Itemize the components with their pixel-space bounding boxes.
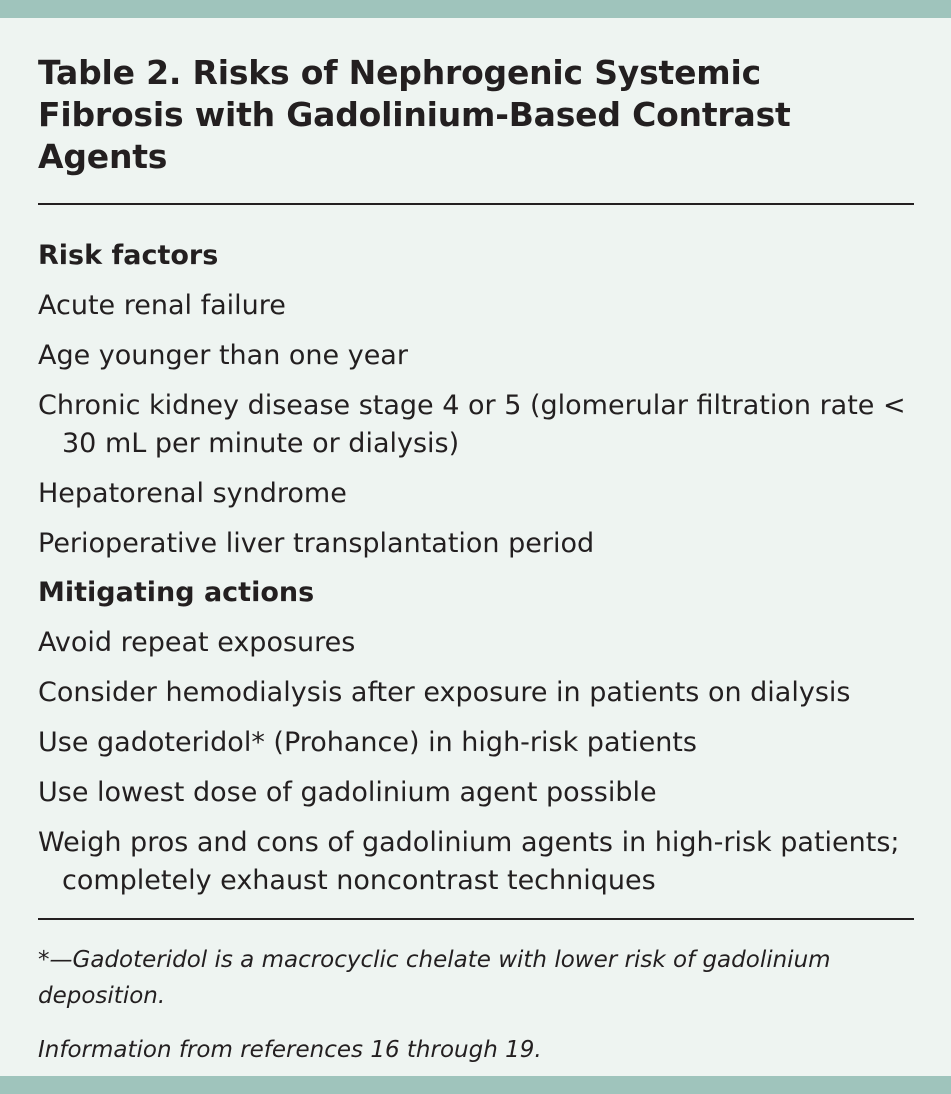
table-panel: [38, 52, 914, 1068]
title-divider: [38, 203, 914, 205]
list-item: Use lowest dose of gadolinium agent possible: [38, 777, 657, 808]
footer-divider: [38, 918, 914, 920]
list-item: Age younger than one year: [38, 340, 408, 371]
list-item: Acute renal failure: [38, 290, 286, 321]
list-item: Avoid repeat exposures: [38, 627, 356, 658]
list-item: Hepatorenal syndrome: [38, 478, 347, 509]
footnote: *—Gadoteridol is a macrocyclic chelate with lower risk of gadolinium deposition.: [38, 947, 831, 1009]
source-note: Information from references 16 through 19.: [38, 1037, 542, 1063]
top-band: [0, 0, 951, 18]
table-title: Table 2. Risks of Nephrogenic Systemic Fibrosis with Gadolinium-Based Contrast Agents: [38, 53, 791, 176]
bottom-band: [0, 1076, 951, 1094]
list-item: Use gadoteridol* (Prohance) in high-risk patients: [38, 727, 697, 758]
section-heading-mitigating-actions: Mitigating actions: [38, 577, 315, 608]
list-item: Consider hemodialysis after exposure in patients on dialysis: [38, 677, 851, 708]
list-item: Perioperative liver transplantation period: [38, 528, 595, 559]
section-heading-risk-factors: Risk factors: [38, 240, 219, 271]
list-item: Weigh pros and cons of gadolinium agents in high-risk patients; completely exhaust noncontrast techniques: [38, 827, 900, 896]
list-item: Chronic kidney disease stage 4 or 5 (glomerular filtration rate < 30 mL per minute or dialysis): [38, 390, 906, 459]
